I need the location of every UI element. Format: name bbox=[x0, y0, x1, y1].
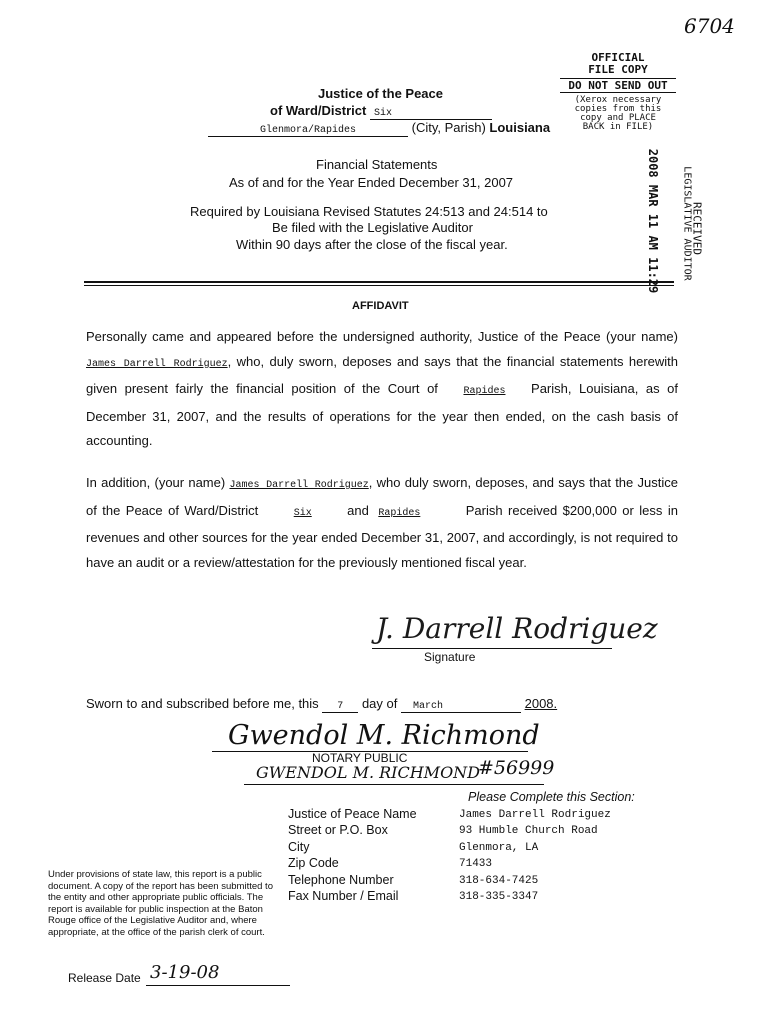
justice-signature: J. Darrell Rodriguez bbox=[376, 612, 658, 645]
release-date-label: Release Date bbox=[68, 971, 141, 985]
header-divider bbox=[84, 281, 674, 286]
requirement-line-3: Within 90 days after the close of the fiscal year. bbox=[236, 237, 508, 252]
state-name: Louisiana bbox=[489, 120, 551, 135]
court-parish-field: Rapides bbox=[463, 386, 506, 397]
received-date-stamp: 2008 MAR 11 AM 11:29 bbox=[646, 148, 660, 294]
disclaimer-line-4: report is available for public inspection at the Baton bbox=[48, 903, 263, 915]
sworn-day-of: day of bbox=[361, 696, 398, 711]
notary-signature: Gwendol M. Richmond bbox=[228, 720, 540, 751]
ward-field: Six bbox=[293, 507, 312, 519]
contact-label-city: City bbox=[288, 839, 310, 854]
received-stamp: RECEIVED bbox=[690, 202, 704, 255]
signature-label: Signature bbox=[424, 650, 476, 664]
stamp-file-copy: FILE COPY bbox=[588, 63, 648, 76]
notary-printed-name: GWENDOL M. RICHMOND bbox=[256, 763, 481, 782]
contact-heading: Please Complete this Section: bbox=[468, 790, 635, 804]
contact-values bbox=[459, 807, 611, 905]
p1-middle: , who, duly sworn, deposes and says that the financial statements herewith given present fairly the financial position of the Court of bbox=[86, 353, 678, 396]
sworn-month: March bbox=[401, 701, 521, 713]
notary-number: #56999 bbox=[478, 757, 555, 779]
sworn-day: 7 bbox=[322, 701, 358, 713]
disclaimer-line-3: the entity and other appropriate public officials. The bbox=[48, 892, 264, 903]
requirement-line-1: Required by Louisiana Revised Statutes 24:513 and 24:514 to bbox=[190, 204, 548, 219]
signature-line bbox=[372, 648, 612, 649]
stamp-xerox-line-4: BACK in FILE) bbox=[582, 122, 654, 132]
p2-middle: , who duly sworn, deposes, and says that the Justice of the Peace of Ward/District bbox=[86, 475, 678, 518]
contact-value-fax: 318-335-3347 bbox=[459, 891, 539, 904]
contact-value-phone: 318-634-7425 bbox=[459, 874, 539, 887]
contact-label-zip: Zip Code bbox=[288, 856, 339, 871]
stamp-xerox-line-1: (Xerox necessary bbox=[574, 95, 662, 105]
p1-intro: Personally came and appeared before the undersigned authority, Justice of the Peace (your name) bbox=[86, 329, 678, 344]
contact-label-fax: Fax Number / Email bbox=[288, 889, 399, 904]
disclaimer-line-2: document. A copy of the report has been submitted to bbox=[48, 880, 273, 892]
notary-printed-line bbox=[244, 784, 544, 785]
sworn-line bbox=[86, 696, 557, 713]
contact-value-zip: 71433 bbox=[459, 858, 493, 871]
file-number: 6704 bbox=[684, 14, 735, 38]
p2-intro: In addition, (your name) bbox=[86, 475, 226, 490]
official-file-copy-stamp bbox=[560, 52, 676, 132]
city-line bbox=[208, 120, 550, 137]
city-label: (City, Parish) bbox=[411, 120, 486, 135]
contact-label-name: Justice of Peace Name bbox=[288, 807, 417, 821]
affidavit-paragraph-1 bbox=[86, 325, 678, 454]
city-value: Glenmora/Rapides bbox=[208, 125, 408, 137]
contact-value-city: Glenmora, LA bbox=[459, 841, 539, 854]
parish-field: Rapides bbox=[378, 507, 421, 519]
header-title: Justice of the Peace bbox=[318, 86, 443, 101]
fs-period: As of and for the Year Ended December 31, 2007 bbox=[229, 175, 514, 190]
legislative-auditor-stamp: LEGISLATIVE AUDITOR bbox=[681, 166, 693, 281]
stamp-official: OFFICIAL bbox=[591, 51, 645, 64]
contact-value-name: James Darrell Rodriguez bbox=[459, 809, 611, 821]
disclaimer-line-6: appropriate, at the office of the parish clerk of court. bbox=[48, 926, 265, 938]
justice-name-field-2: James Darrell Rodriguez bbox=[229, 480, 369, 491]
ward-label: of Ward/District bbox=[270, 103, 367, 118]
fs-title: Financial Statements bbox=[316, 157, 438, 172]
contact-labels bbox=[288, 806, 417, 904]
affidavit-heading: AFFIDAVIT bbox=[352, 300, 409, 312]
stamp-xerox-line-3: copy and PLACE bbox=[580, 113, 656, 123]
disclaimer-line-5: Rouge office of the Legislative Auditor and, where bbox=[48, 915, 257, 926]
sworn-prefix: Sworn to and subscribed before me, this bbox=[86, 696, 319, 711]
sworn-year: 2008. bbox=[524, 696, 558, 711]
affidavit-paragraph-2 bbox=[86, 471, 678, 575]
p2-end: Parish received $200,000 or less in revenues and other sources for the year ended December 31, 2007, and accordingly, is not required to have an audit or a review/attestation for the previously mentioned fiscal year. bbox=[86, 502, 678, 570]
release-date-line bbox=[146, 985, 290, 986]
stamp-xerox-line-2: copies from this bbox=[574, 104, 662, 114]
ward-line bbox=[270, 103, 492, 120]
justice-name-field: James Darrell Rodriguez bbox=[86, 358, 228, 370]
release-date-value: 3-19-08 bbox=[150, 962, 220, 983]
contact-value-street: 93 Humble Church Road bbox=[459, 825, 598, 838]
ward-value: Six bbox=[370, 108, 492, 120]
disclaimer-line-1: Under provisions of state law, this report is a public bbox=[48, 869, 262, 880]
p1-end: Parish, Louisiana, as of December 31, 2007, and the results of operations for the year then ended, on the cash basis of accounting. bbox=[86, 381, 678, 448]
requirement-line-2: Be filed with the Legislative Auditor bbox=[272, 220, 473, 235]
public-record-disclaimer bbox=[48, 869, 275, 938]
p2-and: and bbox=[347, 502, 369, 518]
stamp-do-not-send: DO NOT SEND OUT bbox=[560, 78, 676, 93]
contact-label-street: Street or P.O. Box bbox=[288, 823, 388, 838]
contact-label-phone: Telephone Number bbox=[288, 872, 394, 887]
notary-public-label: NOTARY PUBLIC bbox=[312, 751, 408, 765]
